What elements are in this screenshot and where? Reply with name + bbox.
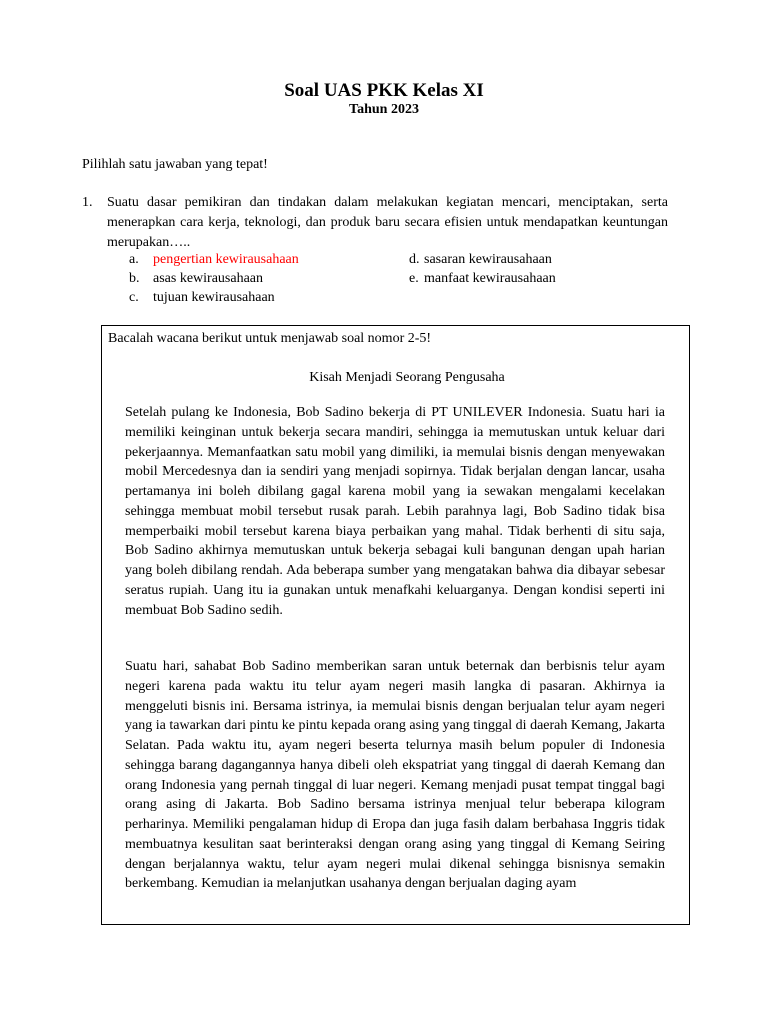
option-text: tujuan kewirausahaan	[153, 290, 275, 305]
option-letter: a.	[129, 252, 139, 267]
passage-paragraph-2: Suatu hari, sahabat Bob Sadino memberikan saran untuk beternak dan berbisnis telur ayam negeri karena pada waktu itu telur ayam negeri masih langka di pasaran. Akhirnya ia menggeluti bisnis ini. Bersama istrinya, ia memulai bisnis dengan berjualan telur ayam negeri yang ia tawarkan dari pintu ke pintu kepada orang asing yang tinggal di daerah Kemang, Jakarta Selatan. Pada waktu itu, ayam negeri beserta telurnya masih belum populer di Indonesia sehingga barang dagangannya hanya dibeli oleh ekspatriat yang tinggal di daerah Kemang dan orang Indonesia yang pernah tinggal di luar negeri. Kemang menjadi pusat tempat tinggal bagi orang asing di Jakarta. Bob Sadino bersama istrinya menjual telur beberapa kilogram perharinya. Memiliki pengalaman hidup di Eropa dan juga fasih dalam berbahasa Inggris tidak membuatnya kesulitan saat berinteraksi dengan orang asing yang tinggal di Kemang Seiring dengan berjalannya waktu, telur ayam negeri mulai dikenal sehingga bisnisnya semakin berkembang. Kemudian ia melanjutkan usahanya dengan berjualan daging ayam	[125, 659, 665, 892]
option-c	[129, 288, 275, 308]
document-subtitle: Tahun 2023	[349, 102, 419, 117]
option-letter: b.	[129, 271, 140, 286]
passage-box	[101, 325, 690, 925]
option-text: sasaran kewirausahaan	[424, 252, 552, 267]
option-letter: c.	[129, 290, 139, 305]
passage-paragraph-1: Setelah pulang ke Indonesia, Bob Sadino bekerja di PT UNILEVER Indonesia. Suatu hari ia memiliki keinginan untuk bekerja secara mandiri, sehingga ia memutuskan untuk keluar dari pekerjaannya. Memanfaatkan satu mobil yang dimiliki, ia memulai bisnis dengan menyewakan mobil Mercedesnya dan ia sendiri yang menjadi sopirnya. Tidak berjalan dengan lancar, usaha pertamanya ini boleh dibilang gagal karena mobil yang ia sewakan mengalami kecelakan sehingga membuat mobil tersebut rusak parah. Lebih parahnya lagi, Bob Sadino tidak bisa memperbaiki mobil tersebut karena biaya perbaikan yang mahal. Tidak berhenti di situ saja, Bob Sadino akhirnya memutuskan untuk bekerja sebagai kuli bangunan dengan upah harian yang boleh dibilang rendah. Ada beberapa sumber yang mengatakan bahwa dia dibayar sebesar seratus rupiah. Uang itu ia gunakan untuk menafkahi keluarganya. Dengan kondisi seperti ini membuat Bob Sadino sedih.	[125, 405, 665, 618]
option-d	[409, 250, 552, 270]
instruction-text: Pilihlah satu jawaban yang tepat!	[82, 157, 268, 172]
option-b	[129, 269, 263, 289]
question-text: Suatu dasar pemikiran dan tindakan dalam melakukan kegiatan mencari, menciptakan, serta menerapkan cara kerja, teknologi, dan produk baru secara efisien untuk mendapatkan keuntungan merupakan…..	[107, 195, 668, 250]
document-title: Soal UAS PKK Kelas XI	[284, 80, 484, 101]
option-letter: e.	[409, 271, 419, 286]
option-a	[129, 250, 299, 270]
option-text: asas kewirausahaan	[153, 271, 264, 286]
passage-instruction: Bacalah wacana berikut untuk menjawab soal nomor 2-5!	[108, 331, 432, 346]
option-text: pengertian kewirausahaan	[153, 252, 299, 267]
option-text: manfaat kewirausahaan	[424, 271, 556, 286]
question-number: 1.	[82, 195, 93, 210]
option-e	[409, 269, 556, 289]
passage-title: Kisah Menjadi Seorang Pengusaha	[309, 370, 505, 385]
option-letter: d.	[409, 252, 420, 267]
